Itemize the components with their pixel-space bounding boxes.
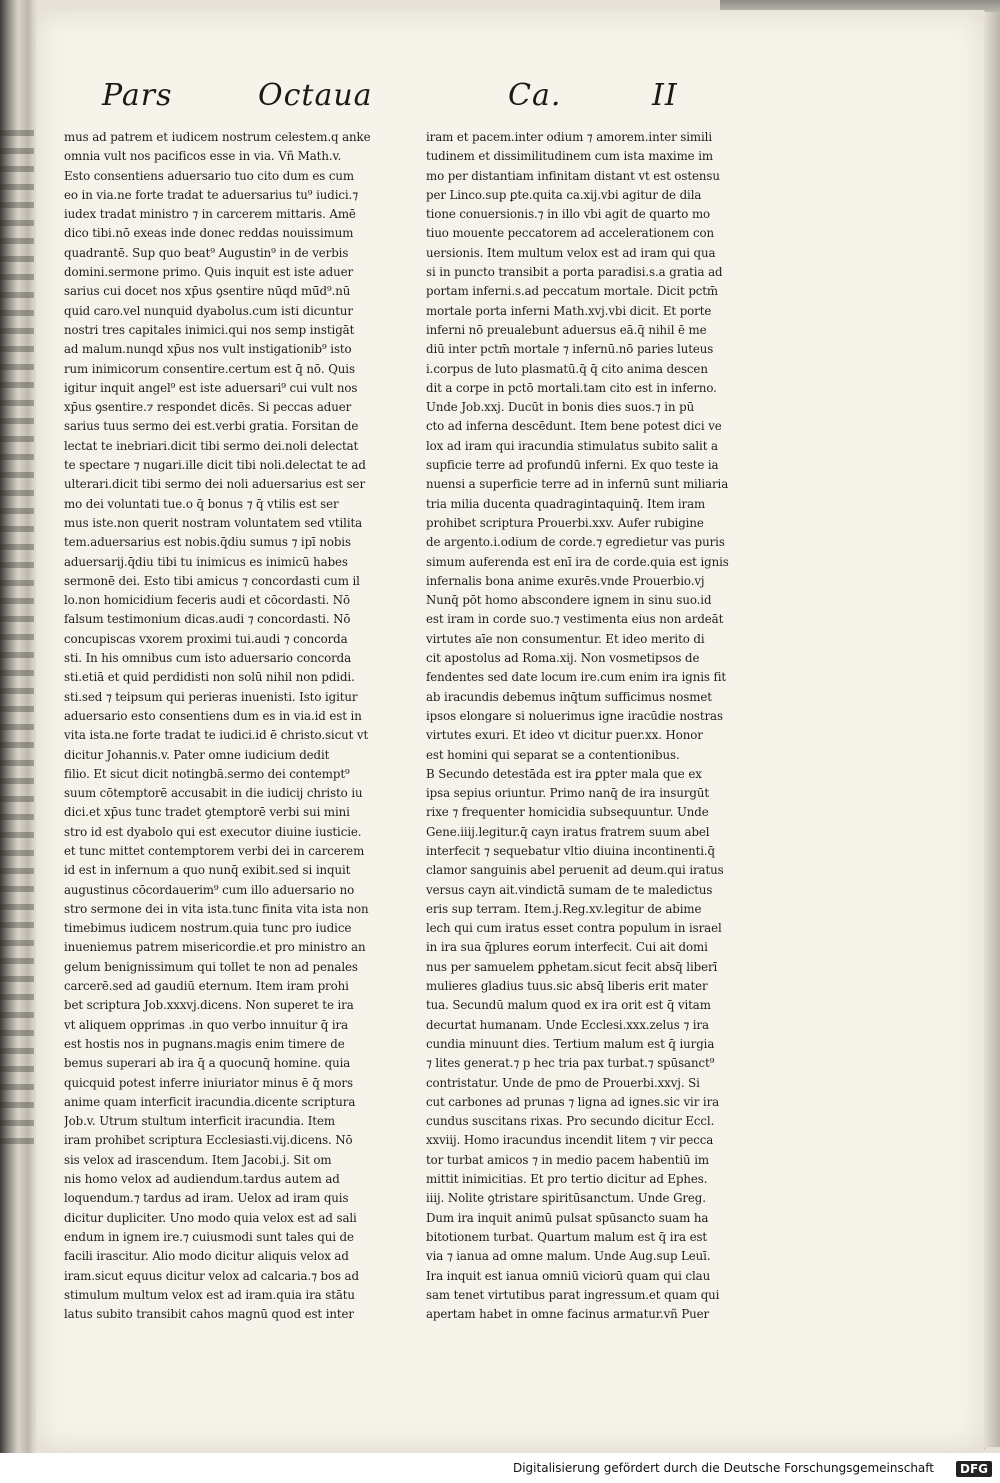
text-line: supficie terre ad profundū inferni. Ex quo teste ia [426, 458, 719, 473]
text-line: iudex tradat ministro ⁊ in carcerem mittaris. Amē [64, 207, 356, 222]
text-line: i.corpus de luto plasmatū.q̄ q̄ cito anima descen [426, 361, 708, 376]
text-line: ad malum.nunqd xp̄us nos vult instigationib⁹ isto [64, 342, 352, 357]
text-line: in ira sua q̄plures eorum interfecit. Cui ait domi [426, 940, 708, 955]
text-line: per Linco.sup ꝑte.quita ca.xij.vbi agitur de dila [426, 187, 702, 202]
text-line: interfecit ⁊ sequebatur vltio diuina incontinenti.q̄ [426, 843, 716, 858]
text-line: domini.sermone primo. Quis inquit est iste aduer [64, 265, 354, 280]
text-line: stro sermone dei in vita ista.tunc finita vita ista non [64, 901, 369, 916]
text-line: iram.sicut equus dicitur velox ad calcaria.⁊ bos ad [64, 1268, 359, 1283]
text-line: virtutes aīe non consumentur. Et ideo merito di [426, 631, 705, 646]
text-line: simum auferenda est enī ira de corde.quia est ignis [426, 554, 729, 569]
text-line: cit apostolus ad Roma.xij. Non vosmetipsos de [426, 651, 700, 666]
text-line: eo in via.ne forte tradat te aduersarius tu⁹ iudici.⁊ [64, 187, 358, 202]
text-line: igitur inquit angel⁹ est iste aduersari⁹ cui vult nos [64, 380, 358, 395]
text-line: nuensi a superficie terre ad in infernū sunt miliaria [426, 477, 729, 492]
text-line: est iram in corde suo.⁊ vestimenta eius non ardeāt [426, 612, 724, 627]
text-line: est homini qui separat se a contentionibus. [426, 747, 680, 762]
text-line: tem.aduersarius est nobis.q̄diu sumus ⁊ ipī nobis [64, 535, 351, 550]
text-column-left [64, 128, 414, 1324]
text-line: tudinem et dissimilitudinem cum ista maxime im [426, 149, 713, 164]
text-line: virtutes exuri. Et ideo vt dicitur puer.xx. Honor [426, 728, 703, 743]
text-line: Job.v. Utrum stultum interficit iracundia. Item [64, 1114, 335, 1129]
text-line: sis velox ad irascendum. Item Jacobi.j. Sit om [64, 1152, 332, 1167]
text-line: te spectare ⁊ nugari.ille dicit tibi noli.delectat te ad [64, 458, 366, 473]
text-line: nostri tres capitales inimici.qui nos semp instigāt [64, 322, 355, 337]
text-line: omnia vult nos pacificos esse in via. Vñ Math.v. [64, 149, 342, 164]
text-line: augustinus cōcordauerim⁹ cum illo aduersario no [64, 882, 355, 897]
text-line: infernalis bona anime exurēs.vnde Prouerbio.vj [426, 573, 705, 588]
text-line: eris sup terram. Item.j.Reg.xv.legitur de abime [426, 901, 702, 916]
text-line: mo dei voluntati tue.o q̄ bonus ⁊ q̄ vtilis est ser [64, 496, 339, 511]
footer-bar [0, 1453, 1000, 1483]
text-line: iram prohibet scriptura Ecclesiasti.vij.dicens. Nō [64, 1133, 353, 1148]
text-line: anime quam interficit iracundia.dicente scriptura [64, 1094, 356, 1109]
text-column-right [426, 128, 776, 1324]
text-line: quicquid potest inferre iniuriator minus ē q̄ mors [64, 1075, 353, 1090]
text-line: fendentes sed date locum ire.cum enim ira ignis fit [426, 670, 727, 685]
text-line: mus iste.non querit nostram voluntatem sed vtilita [64, 515, 363, 530]
previous-page-text-fragment [0, 130, 34, 1150]
text-line: carcerē.sed ad gaudiū eternum. Item iram prohi [64, 979, 349, 994]
text-line: latus subito transibit cahos magnū quod est inter [64, 1307, 354, 1322]
text-line: mus ad patrem et iudicem nostrum celestem.q anke [64, 130, 371, 144]
text-line: tria milia ducenta quadragintaquinq̄. Item iram [426, 496, 706, 511]
text-line: inferni nō preualebunt aduersus eā.q̄ nihil ē me [426, 322, 707, 337]
text-line: cundus suscitans rixas. Pro secundo dicitur Eccl. [426, 1114, 715, 1129]
text-line: mortale porta inferni Math.xvj.vbi dicit. Et porte [426, 303, 712, 318]
text-line: sti.etiā et quid perdidisti non solū nihil non pdidi. [64, 670, 355, 685]
text-line: cundia minuunt dies. Tertium malum est q̄ iurgia [426, 1036, 715, 1051]
text-line: dit a corpe in pctō mortali.tam cito est in inferno. [426, 380, 717, 395]
text-line: tor turbat amicos ⁊ in medio pacem habentiū im [426, 1152, 709, 1167]
text-line: rixe ⁊ frequenter homicidia subsequuntur. Unde [426, 805, 709, 820]
text-line: aduersario esto consentiens dum es in via.id est in [64, 708, 362, 723]
text-line: bitotionem turbat. Quartum malum est q̄ ira est [426, 1229, 708, 1244]
text-line: dicitur dupliciter. Uno modo quia velox est ad sali [64, 1210, 357, 1225]
text-line: suum cōtemptorē accusabit in die iudicij christo iu [64, 786, 363, 801]
text-line: sarius cui docet nos xp̄us ꝯsentire nūqd mū̄d⁹.nū [64, 284, 351, 299]
header-pars: Pars [102, 78, 173, 113]
text-line: sermonē dei. Esto tibi amicus ⁊ concordasti cum il [64, 573, 360, 588]
text-line: id est in infernum a quo nunq̄ exibit.sed si inquit [64, 863, 351, 878]
text-line: nis homo velox ad audiendum.tardus autem ad [64, 1172, 340, 1187]
text-line: stro id est dyabolo qui est executor diuine iusticie. [64, 824, 362, 839]
text-line: bet scriptura Job.xxxvj.dicens. Non superet te ira [64, 998, 354, 1013]
text-line: stimulum multum velox est ad iram.quia ira stātu [64, 1287, 355, 1302]
footer-credit: Digitalisierung gefördert durch die Deutsche Forschungsgemeinschaft [512, 1461, 934, 1475]
text-line: ab iracundis debemus inq̄tum sufficimus nosmet [426, 689, 712, 704]
text-line: iram et pacem.inter odium ⁊ amorem.inter simili [426, 130, 713, 144]
text-line: endum in ignem ire.⁊ cuiusmodi sunt tales qui de [64, 1229, 354, 1244]
header-chapter-number: II [652, 78, 678, 113]
text-line: uersionis. Item multum velox est ad iram qui qua [426, 245, 716, 260]
text-line: versus cayn ait.vindictā sumam de te maledictus [426, 882, 713, 897]
text-line: vt aliquem opprimas .in quo verbo innuitur q̄ ira [64, 1017, 349, 1032]
text-line: apertam habet in omne facinus armatur.vñ Puer [426, 1307, 710, 1322]
text-line: sarius tuus sermo dei est.verbi gratia. Forsitan de [64, 419, 359, 434]
text-line: mulieres gladius tuus.sic absq̄ liberis erit mater [426, 979, 708, 994]
text-line: vita ista.ne forte tradat te iudici.id ē christo.sicut vt [64, 728, 369, 743]
text-line: clamor sanguinis abel peruenit ad deum.qui iratus [426, 863, 724, 878]
text-line: nus per samuelem ꝑphetam.sicut fecit absq̄ liberī [426, 959, 718, 974]
text-line: loquendum.⁊ tardus ad iram. Uelox ad iram quis [64, 1191, 349, 1206]
text-line: ulterari.dicit tibi sermo dei noli aduersarius est ser [64, 477, 365, 492]
text-line: via ⁊ ianua ad omne malum. Unde Aug.sup Leuī. [426, 1249, 711, 1264]
text-line: sam tenet virtutibus parat ingressum.et quam qui [426, 1287, 720, 1302]
text-line: Nunq̄ pōt homo abscondere ignem in sinu suo.id [426, 593, 712, 608]
text-line: sti.sed ⁊ teipsum qui perieras inuenisti. Isto igitur [64, 689, 358, 704]
text-line: ⁊ lites generat.⁊ p hec tria pax turbat.⁊ spūsanct⁹ [426, 1056, 715, 1071]
text-line: dicitur Johannis.v. Pater omne iudicium dedit [64, 747, 330, 762]
text-line: dico tibi.nō exeas inde donec reddas nouissimum [64, 226, 354, 241]
text-line: de argento.i.odium de corde.⁊ egredietur vas puris [426, 535, 725, 550]
text-line: falsum testimonium dicas.audi ⁊ concordasti. Nō [64, 612, 351, 627]
text-line: concupiscas vxorem proximi tui.audi ⁊ concorda [64, 631, 348, 646]
text-line: lectat te inebriari.dicit tibi sermo dei.noli delectat [64, 438, 359, 453]
text-line: contristatur. Unde de pmo de Prouerbi.xxvj. Si [426, 1075, 700, 1090]
text-line: Dum ira inquit animū pulsat spūsancto suam ha [426, 1210, 709, 1225]
text-line: tua. Secundū malum quod ex ira orit est q̄ vitam [426, 998, 711, 1013]
dfg-logo: DFG [956, 1461, 992, 1477]
text-line: tione conuersionis.⁊ in illo vbi agit de quarto mo [426, 207, 711, 222]
header-octaua: Octaua [258, 78, 373, 113]
text-line: B Secundo detestāda est ira ꝑpter mala que ex [426, 766, 702, 781]
text-line: facili irascitur. Alio modo dicitur aliquis velox ad [64, 1249, 349, 1264]
text-line: timebimus iudicem nostrum.quia tunc pro iudice [64, 921, 352, 936]
text-line: inueniemus patrem misericordie.et pro ministro an [64, 940, 366, 955]
text-line: xp̄us ꝯsentire.⁊ respondet dicēs. Si peccas aduer [64, 400, 352, 415]
text-line: mittit inimicitias. Et pro tertio dicitur ad Ephes. [426, 1172, 708, 1187]
text-line: cto ad inferna descēdunt. Item bene potest dici ve [426, 419, 722, 434]
text-line: prohibet scriptura Prouerbi.xxv. Aufer rubigine [426, 515, 704, 530]
text-line: filio. Et sicut dicit notingbā.sermo dei contempt⁹ [64, 766, 350, 781]
text-line: lech qui cum iratus esset contra populum in israel [426, 921, 722, 936]
text-line: xxviij. Homo iracundus incendit litem ⁊ vir pecca [426, 1133, 714, 1148]
text-line: gelum benignissimum qui tollet te non ad penales [64, 959, 358, 974]
page-right-shadow [984, 12, 1000, 1447]
text-line: cut carbones ad prunas ⁊ ligna ad ignes.sic vir ira [426, 1094, 720, 1109]
text-line: bemus superari ab ira q̄ a quocunq̄ homine. quia [64, 1056, 351, 1071]
text-line: aduersarij.q̄diu tibi tu inimicus es inimicū habes [64, 554, 348, 569]
text-line: Esto consentiens aduersario tuo cito dum es cum [64, 168, 354, 183]
text-line: portam inferni.s.ad peccatum mortale. Dicit pctm̄ [426, 284, 719, 299]
header-ca: Ca. [508, 78, 562, 113]
text-line: mo per distantiam infinitam distant vt est ostensu [426, 168, 720, 183]
text-line: Unde Job.xxj. Ducūt in bonis dies suos.⁊ in pū [426, 400, 695, 415]
text-line: iiij. Nolite ꝯtristare spiritūsanctum. Unde Greg. [426, 1191, 706, 1206]
text-line: si in puncto transibit a porta paradisi.s.a gratia ad [426, 265, 723, 280]
text-line: decurtat humanam. Unde Ecclesi.xxx.zelus ⁊ ira [426, 1017, 709, 1032]
text-line: tiuo mouente peccatorem ad accelerationem con [426, 226, 715, 241]
text-line: sti. In his omnibus cum isto aduersario concorda [64, 651, 352, 666]
text-line: lox ad iram qui iracundia stimulatus subito salit a [426, 438, 718, 453]
text-line: Gene.iiij.legitur.q̄ cayn iratus fratrem suum abel [426, 824, 710, 839]
text-line: diū inter pctm̄ mortale ⁊ infernū.nō paries luteus [426, 342, 714, 357]
text-line: ipsos elongare si noluerimus igne iracūdie nostras [426, 708, 723, 723]
text-line: est hostis nos in pugnans.magis enim timere de [64, 1036, 345, 1051]
text-line: quid caro.vel nunquid dyabolus.cum isti dicuntur [64, 303, 353, 318]
text-line: quadrantē. Sup quo beat⁹ Augustin⁹ in de verbis [64, 245, 349, 260]
text-line: lo.non homicidium feceris audi et cōcordasti. Nō [64, 593, 351, 608]
text-line: ipsa sepius oriuntur. Primo nanq̄ de ira insurgūt [426, 786, 709, 801]
text-line: Ira inquit est ianua omniū viciorū quam qui clau [426, 1268, 711, 1283]
text-line: et tunc mittet contemptorem verbi dei in carcerem [64, 843, 365, 858]
text-line: dici.et xp̄us tunc tradet ꝯtemptorē verbi sui mini [64, 805, 350, 820]
text-line: rum inimicorum consentire.certum est q̄ nō. Quis [64, 361, 355, 376]
